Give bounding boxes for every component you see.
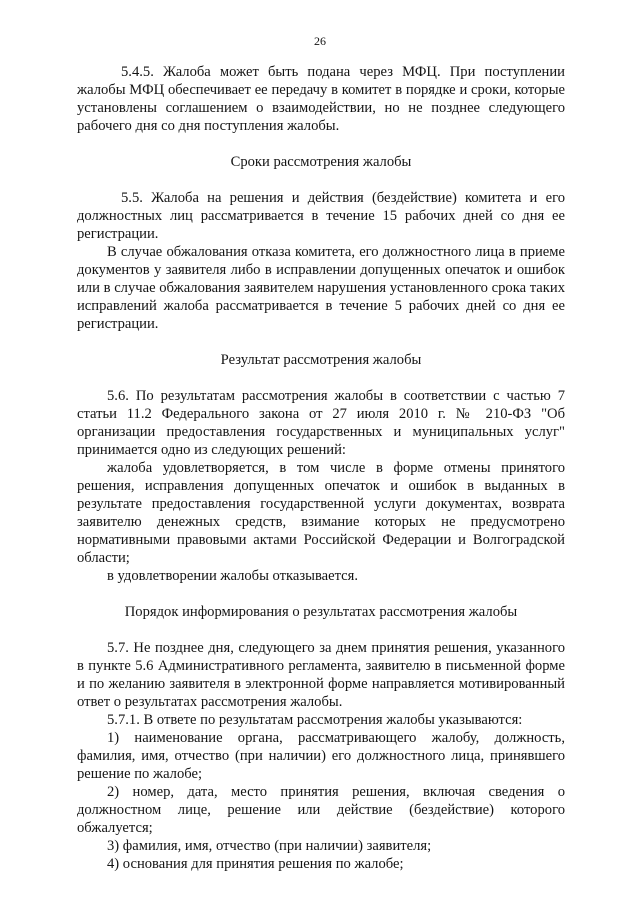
list-item-3: 3) фамилия, имя, отчество (при наличии) заявителя; bbox=[107, 838, 432, 854]
list-item-1: 1) наименование органа, рассматривающего жалобу, должность, фамилия, имя, отчество (при наличии) его должностного лица, принявшего решение по жалобе; bbox=[77, 730, 565, 782]
paragraph-5-5: 5.5. Жалоба на решения и действия (бездействие) комитета и его должностных лиц рассматривается в течение 15 рабочих дней со дня ее регистрации. bbox=[77, 190, 565, 242]
paragraph-5-7-1: 5.7.1. В ответе по результатам рассмотрения жалобы указываются: bbox=[107, 712, 523, 728]
paragraph-5-7: 5.7. Не позднее дня, следующего за днем принятия решения, указанного в пункте 5.6 Административного регламента, заявителю в письменной форме и по желанию заявителя в электронной форме направляется мотивированный ответ о результатах рассмотрения жалобы. bbox=[77, 640, 565, 710]
list-item-2: 2) номер, дата, место принятия решения, включая сведения о должностном лице, решение или действие (бездействие) которого обжалуется; bbox=[77, 784, 565, 836]
document-body bbox=[77, 63, 565, 873]
paragraph-5-6-refused: в удовлетворении жалобы отказывается. bbox=[107, 568, 359, 584]
page-number: 26 bbox=[314, 34, 326, 48]
paragraph-5-6: 5.6. По результатам рассмотрения жалобы в соответствии с частью 7 статьи 11.2 Федерального закона от 27 июля 2010 г. № 210-ФЗ "Об организации предоставления государственных и муниципальных услуг" принимается одно из следующих решений: bbox=[77, 388, 565, 458]
paragraph-5-4-5: 5.4.5. Жалоба может быть подана через МФЦ. При поступлении жалобы МФЦ обеспечивает ее передачу в комитет в порядке и сроки, которые установлены соглашением о взаимодействии, но не позднее следующего рабочего дня со дня поступления жалобы. bbox=[77, 64, 565, 134]
list-item-4: 4) основания для принятия решения по жалобе; bbox=[107, 856, 404, 872]
heading-result: Результат рассмотрения жалобы bbox=[220, 352, 422, 368]
heading-terms: Сроки рассмотрения жалобы bbox=[230, 154, 412, 170]
paragraph-5-6-satisfied: жалоба удовлетворяется, в том числе в форме отмены принятого решения, исправления допущенных опечаток и ошибок в выданных в результате предоставления государственной услуги документах, возврата заявителю денежных средств, взимание которых не предусмотрено нормативными правовыми актами Российской Федерации и Волгоградской области; bbox=[77, 460, 565, 566]
heading-inform: Порядок информирования о результатах рассмотрения жалобы bbox=[124, 604, 518, 620]
paragraph-5-5-appeal: В случае обжалования отказа комитета, его должностного лица в приеме документов у заявителя либо в исправлении допущенных опечаток и ошибок или в случае обжалования заявителем нарушения установленного срока таких исправлений жалоба рассматривается в течение 5 рабочих дней со дня ее регистрации. bbox=[77, 244, 565, 332]
